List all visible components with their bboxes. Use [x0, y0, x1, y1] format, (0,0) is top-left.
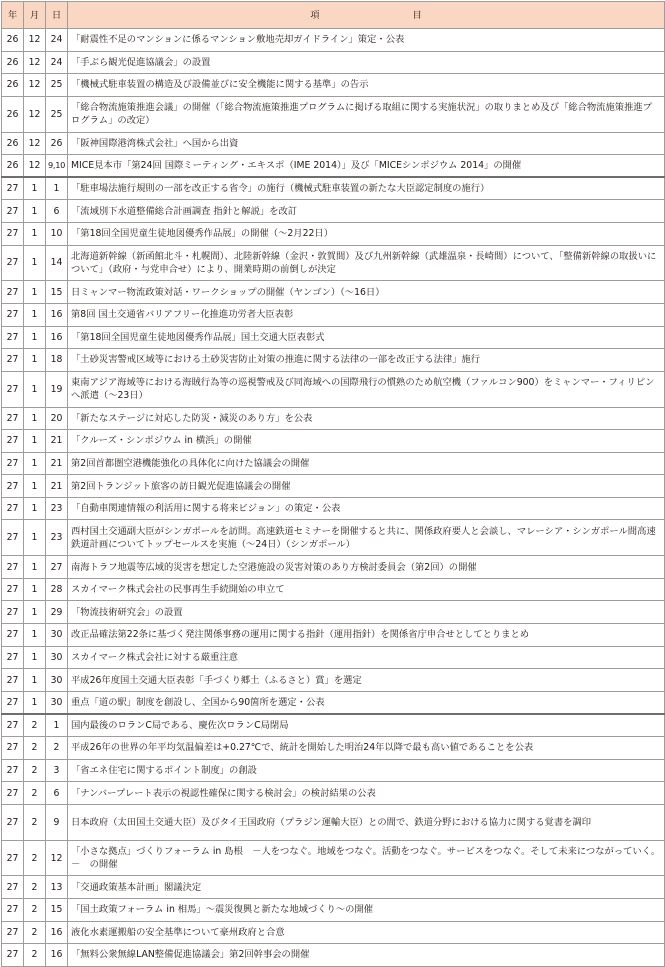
year-cell: 26 — [2, 132, 24, 155]
month-cell: 1 — [24, 371, 46, 407]
month-cell: 2 — [24, 759, 46, 782]
table-row — [2, 691, 665, 714]
item-cell: 第2回首都圏空港機能強化の具体化に向けた協議会の開催 — [68, 452, 665, 475]
item-cell: 西村国土交通副大臣がシンガポールを訪問。高速鉄道セミナーを開催すると共に、関係政府要人と会談し、マレーシア・シンガポール間高速鉄道計画についてトップセールスを実施（～24日）（シンガポール） — [68, 520, 665, 556]
month-cell: 1 — [24, 222, 46, 245]
item-cell: 「自動車関連情報の利活用に関する将来ビジョン」の策定・公表 — [68, 497, 665, 520]
item-cell: 日ミャンマー物流政策対話・ワークショップの開催（ヤンゴン）（～16日） — [68, 281, 665, 304]
table-row — [2, 51, 665, 74]
table-row — [2, 303, 665, 326]
header-month: 月 — [24, 2, 46, 29]
day-cell: 20 — [46, 407, 68, 430]
item-cell: 「新たなステージに対応した防災・減災のあり方」を公表 — [68, 407, 665, 430]
year-cell: 27 — [2, 222, 24, 245]
day-cell: 16 — [46, 303, 68, 326]
year-cell: 27 — [2, 245, 24, 281]
table-row — [2, 222, 665, 245]
month-cell: 2 — [24, 876, 46, 899]
day-cell: 24 — [46, 29, 68, 52]
item-cell: 「第18回全国児童生徒地図優秀作品展」国土交通大臣表彰式 — [68, 326, 665, 349]
day-cell: 6 — [46, 782, 68, 805]
table-row — [2, 407, 665, 430]
day-cell: 3 — [46, 759, 68, 782]
day-cell: 16 — [46, 921, 68, 944]
table-row — [2, 899, 665, 922]
table-row — [2, 804, 665, 840]
table-row — [2, 281, 665, 304]
item-cell: 「手ぶら観光促進協議会」の設置 — [68, 51, 665, 74]
item-cell: 東南アジア海域等における海賊行為等の巡視警戒及び同海域への国際飛行の慣熟のため航空機（ファルコン900）をミャンマー・フィリピンへ派遣（～23日） — [68, 371, 665, 407]
table-row — [2, 669, 665, 692]
year-cell: 27 — [2, 714, 24, 737]
day-cell: 16 — [46, 326, 68, 349]
month-cell: 1 — [24, 646, 46, 669]
year-cell: 27 — [2, 624, 24, 647]
table-row — [2, 646, 665, 669]
item-cell: 「総合物流施策推進会議」の開催（「総合物流施策推進プログラムに掲げる取組に関する実施状況」の取りまとめ及び「総合物流施策推進プログラム」の改定） — [68, 96, 665, 132]
day-cell: 1 — [46, 714, 68, 737]
year-cell: 26 — [2, 74, 24, 97]
table-row — [2, 944, 665, 967]
year-cell: 27 — [2, 497, 24, 520]
item-cell: 「ナンバープレート表示の視認性確保に関する検討会」の検討結果の公表 — [68, 782, 665, 805]
year-cell: 27 — [2, 475, 24, 498]
day-cell: 30 — [46, 646, 68, 669]
day-cell: 18 — [46, 349, 68, 372]
day-cell: 10 — [46, 222, 68, 245]
day-cell: 23 — [46, 497, 68, 520]
month-cell: 2 — [24, 737, 46, 760]
day-cell: 12 — [46, 840, 68, 876]
table-row — [2, 200, 665, 223]
item-cell: 「土砂災害警戒区域等における土砂災害防止対策の推進に関する法律の一部を改正する法律」施行 — [68, 349, 665, 372]
table-body — [2, 29, 665, 967]
year-cell: 27 — [2, 876, 24, 899]
year-cell: 27 — [2, 407, 24, 430]
day-cell: 9 — [46, 804, 68, 840]
table-row — [2, 921, 665, 944]
month-cell: 1 — [24, 624, 46, 647]
day-cell: 15 — [46, 899, 68, 922]
item-cell: 「駐車場法施行規則の一部を改正する省令」の施行（機械式駐車装置の新たな大臣認定制度の施行） — [68, 177, 665, 200]
day-cell: 21 — [46, 475, 68, 498]
year-cell: 26 — [2, 51, 24, 74]
month-cell: 2 — [24, 804, 46, 840]
month-cell: 1 — [24, 691, 46, 714]
table-row — [2, 475, 665, 498]
item-cell: 第2回トランジット旅客の訪日観光促進協議会の開催 — [68, 475, 665, 498]
item-cell: 「交通政策基本計画」閣議決定 — [68, 876, 665, 899]
day-cell: 9,10 — [46, 155, 68, 178]
header-item: 項 目 — [68, 2, 665, 29]
day-cell: 16 — [46, 944, 68, 967]
table-row — [2, 624, 665, 647]
table-row — [2, 155, 665, 178]
day-cell: 29 — [46, 601, 68, 624]
day-cell: 26 — [46, 132, 68, 155]
item-cell: 「国土政策フォーラム in 相馬」～震災復興と新たな地域づくり～の開催 — [68, 899, 665, 922]
month-cell: 2 — [24, 921, 46, 944]
day-cell: 30 — [46, 669, 68, 692]
table-row — [2, 601, 665, 624]
month-cell: 2 — [24, 899, 46, 922]
header-row — [2, 2, 665, 29]
table-row — [2, 132, 665, 155]
month-cell: 1 — [24, 452, 46, 475]
month-cell: 12 — [24, 132, 46, 155]
item-cell: 液化水素運搬船の安全基準について豪州政府と合意 — [68, 921, 665, 944]
item-cell: 北海道新幹線（新函館北斗・札幌間）、北陸新幹線（金沢・敦賀間）及び九州新幹線（武雄温泉・長崎間）について、「整備新幹線の取扱いについて」（政府・与党申合せ）により、開業時期の前倒しが決定 — [68, 245, 665, 281]
year-cell: 27 — [2, 899, 24, 922]
year-cell: 27 — [2, 371, 24, 407]
month-cell: 2 — [24, 944, 46, 967]
item-cell: 「第18回全国児童生徒地図優秀作品展」の開催（～2月22日） — [68, 222, 665, 245]
month-cell: 1 — [24, 578, 46, 601]
year-cell: 27 — [2, 921, 24, 944]
month-cell: 2 — [24, 782, 46, 805]
day-cell: 13 — [46, 876, 68, 899]
year-cell: 27 — [2, 691, 24, 714]
month-cell: 12 — [24, 51, 46, 74]
year-cell: 27 — [2, 944, 24, 967]
year-cell: 27 — [2, 578, 24, 601]
item-cell: 重点「道の駅」制度を創設し、全国から90箇所を選定・公表 — [68, 691, 665, 714]
year-cell: 27 — [2, 200, 24, 223]
table-row — [2, 840, 665, 876]
item-cell: 「流域別下水道整備総合計画調査 指針と解説」を改訂 — [68, 200, 665, 223]
table-row — [2, 177, 665, 200]
month-cell: 1 — [24, 430, 46, 453]
item-cell: 「耐震性不足のマンションに係るマンション敷地売却ガイドライン」策定・公表 — [68, 29, 665, 52]
day-cell: 6 — [46, 200, 68, 223]
year-cell: 27 — [2, 646, 24, 669]
year-cell: 26 — [2, 96, 24, 132]
year-cell: 27 — [2, 759, 24, 782]
year-cell: 27 — [2, 520, 24, 556]
header-year: 年 — [2, 2, 24, 29]
table-row — [2, 556, 665, 579]
table-row — [2, 737, 665, 760]
month-cell: 1 — [24, 520, 46, 556]
month-cell: 1 — [24, 669, 46, 692]
table-row — [2, 876, 665, 899]
year-cell: 27 — [2, 430, 24, 453]
item-cell: 日本政府（太田国土交通大臣）及びタイ王国政府（プラジン運輸大臣）との間で、鉄道分野における協力に関する覚書を調印 — [68, 804, 665, 840]
month-cell: 1 — [24, 281, 46, 304]
month-cell: 1 — [24, 407, 46, 430]
item-cell: 平成26年度国土交通大臣表彰「手づくり郷土（ふるさと）賞」を選定 — [68, 669, 665, 692]
year-cell: 27 — [2, 737, 24, 760]
table-row — [2, 782, 665, 805]
day-cell: 2 — [46, 737, 68, 760]
month-cell: 1 — [24, 497, 46, 520]
month-cell: 12 — [24, 29, 46, 52]
day-cell: 28 — [46, 578, 68, 601]
table-row — [2, 497, 665, 520]
month-cell: 1 — [24, 245, 46, 281]
year-cell: 27 — [2, 804, 24, 840]
table-row — [2, 430, 665, 453]
month-cell: 2 — [24, 840, 46, 876]
item-cell: 第8回 国土交通省バリアフリー化推進功労者大臣表彰 — [68, 303, 665, 326]
item-cell: 「物流技術研究会」の設置 — [68, 601, 665, 624]
table-row — [2, 520, 665, 556]
year-cell: 27 — [2, 782, 24, 805]
year-cell: 27 — [2, 556, 24, 579]
table-row — [2, 759, 665, 782]
day-cell: 30 — [46, 624, 68, 647]
item-cell: 平成26年の世界の年平均気温偏差は+0.27℃で、統計を開始した明治24年以降で最も高い値であることを公表 — [68, 737, 665, 760]
item-cell: スカイマーク株式会社に対する厳重注意 — [68, 646, 665, 669]
month-cell: 1 — [24, 326, 46, 349]
table-row — [2, 245, 665, 281]
year-cell: 27 — [2, 601, 24, 624]
item-cell: MICE見本市「第24回 国際ミーティング・エキスポ（IME 2014）」及び「MICEシンポジウム 2014」の開催 — [68, 155, 665, 178]
table-row — [2, 714, 665, 737]
month-cell: 1 — [24, 349, 46, 372]
day-cell: 24 — [46, 51, 68, 74]
table-row — [2, 74, 665, 97]
year-cell: 27 — [2, 303, 24, 326]
day-cell: 27 — [46, 556, 68, 579]
day-cell: 1 — [46, 177, 68, 200]
item-cell: 「機械式駐車装置の構造及び設備並びに安全機能に関する基準」の告示 — [68, 74, 665, 97]
table-row — [2, 29, 665, 52]
year-cell: 27 — [2, 177, 24, 200]
day-cell: 15 — [46, 281, 68, 304]
item-cell: 「無料公衆無線LAN整備促進協議会」第2回幹事会の開催 — [68, 944, 665, 967]
month-cell: 12 — [24, 74, 46, 97]
item-cell: 「省エネ住宅に関するポイント制度」の創設 — [68, 759, 665, 782]
day-cell: 25 — [46, 74, 68, 97]
table-row — [2, 371, 665, 407]
table-row — [2, 578, 665, 601]
chronology-table — [1, 1, 665, 967]
item-cell: 改正品確法第22条に基づく発注関係事務の運用に関する指針（運用指針）を関係省庁申合せとしてとりまとめ — [68, 624, 665, 647]
month-cell: 1 — [24, 475, 46, 498]
day-cell: 14 — [46, 245, 68, 281]
month-cell: 1 — [24, 200, 46, 223]
item-cell: 「クルーズ・シンポジウム in 横浜」の開催 — [68, 430, 665, 453]
table-row — [2, 349, 665, 372]
month-cell: 12 — [24, 155, 46, 178]
item-cell: 南海トラフ地震等広域的災害を想定した空港施設の災害対策のあり方検討委員会（第2回）の開催 — [68, 556, 665, 579]
month-cell: 1 — [24, 177, 46, 200]
year-cell: 27 — [2, 326, 24, 349]
year-cell: 26 — [2, 29, 24, 52]
item-cell: 「小さな拠点」づくりフォーラム in 島根 －人をつなぐ。地域をつなぐ。活動をつなぐ。サービスをつなぐ。そして未来につながっていく。－ の開催 — [68, 840, 665, 876]
item-cell: 国内最後のロランC局である、慶佐次ロランC局閉局 — [68, 714, 665, 737]
month-cell: 12 — [24, 96, 46, 132]
table-row — [2, 96, 665, 132]
item-cell: 「阪神国際港湾株式会社」へ国から出資 — [68, 132, 665, 155]
year-cell: 27 — [2, 840, 24, 876]
day-cell: 23 — [46, 520, 68, 556]
day-cell: 25 — [46, 96, 68, 132]
year-cell: 26 — [2, 155, 24, 178]
month-cell: 1 — [24, 556, 46, 579]
day-cell: 30 — [46, 691, 68, 714]
day-cell: 19 — [46, 371, 68, 407]
item-cell: スカイマーク株式会社の民事再生手続開始の申立て — [68, 578, 665, 601]
year-cell: 27 — [2, 349, 24, 372]
month-cell: 1 — [24, 303, 46, 326]
header-day: 日 — [46, 2, 68, 29]
year-cell: 27 — [2, 452, 24, 475]
year-cell: 27 — [2, 281, 24, 304]
year-cell: 27 — [2, 669, 24, 692]
table-row — [2, 452, 665, 475]
day-cell: 21 — [46, 452, 68, 475]
day-cell: 21 — [46, 430, 68, 453]
month-cell: 2 — [24, 714, 46, 737]
table-row — [2, 326, 665, 349]
month-cell: 1 — [24, 601, 46, 624]
